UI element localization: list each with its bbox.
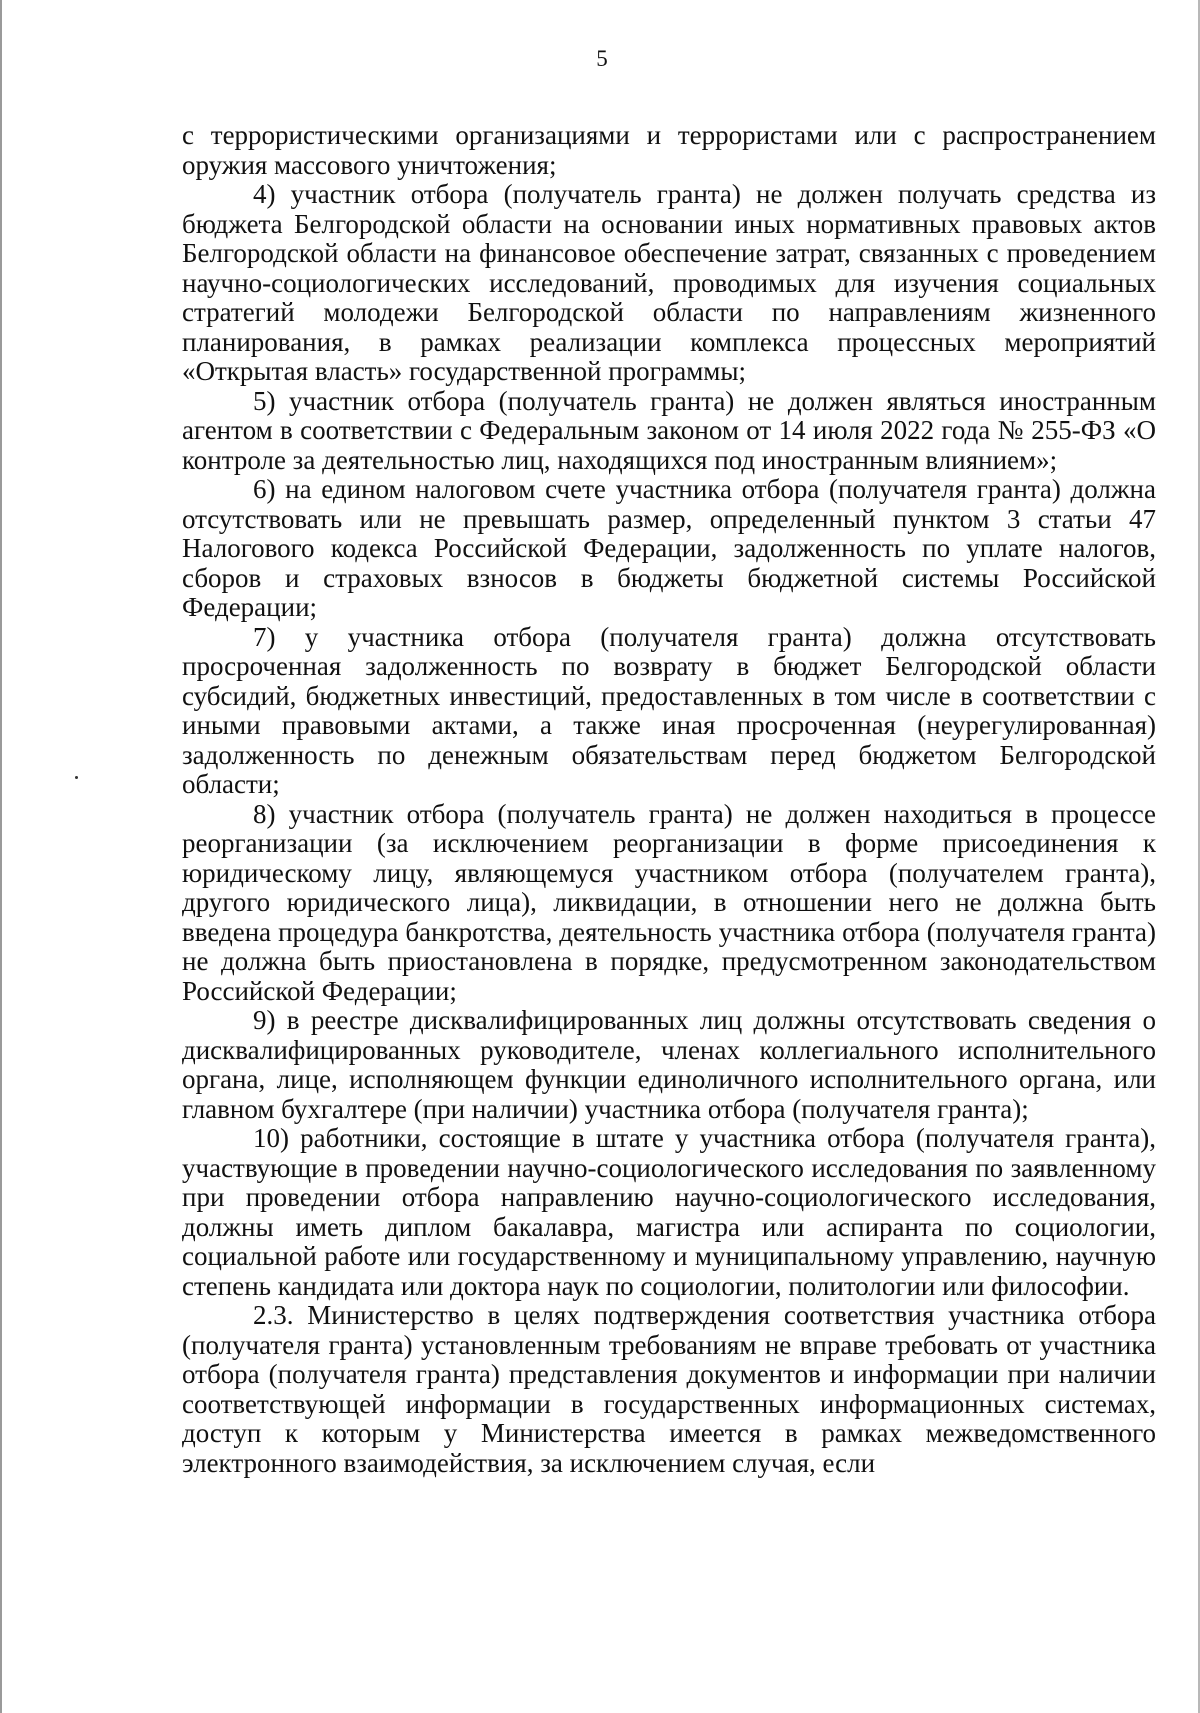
paragraph-section-2-3: 2.3. Министерство в целях подтверждения соответствия участника отбора (получателя гранта) установленным требованиям не вправе требовать от участника отбора (получателя гранта) представления документов и информации при наличии соответствующей информации в государственных информационных системах, доступ к которым у Министерства имеется в рамках межведомственного электронного взаимодействия, за исключением случая, если [182,1300,1156,1478]
paragraph-continuation: с террористическими организациями и террористами или с распространением оружия массового уничтожения; [182,120,1156,180]
paragraph-item-9: 9) в реестре дисквалифицированных лиц должны отсутствовать сведения о дисквалифицированных руководителе, членах коллегиального исполнительного органа, лице, исполняющем функции единоличного исполнительного органа, или главном бухгалтере (при наличии) участника отбора (получателя гранта); [182,1005,1156,1124]
paragraph-item-6: 6) на едином налоговом счете участника отбора (получателя гранта) должна отсутствовать или не превышать размер, определенный пунктом 3 статьи 47 Налогового кодекса Российской Федерации, задолженность по уплате налогов, сборов и страховых взносов в бюджеты бюджетной системы Российской Федерации; [182,474,1156,622]
scan-speck [75,776,78,779]
paragraph-item-7: 7) у участника отбора (получателя гранта) должна отсутствовать просроченная задолженность по возврату в бюджет Белгородской области субсидий, бюджетных инвестиций, предоставленных в том числе в соответствии с иными правовыми актами, а также иная просроченная (неурегулированная) задолженность по денежным обязательствам перед бюджетом Белгородской области; [182,621,1156,799]
paragraph-item-10: 10) работники, состоящие в штате у участника отбора (получателя гранта), участвующие в проведении научно-социологического исследования по заявленному при проведении отбора направлению научно-социологического исследования, должны иметь диплом бакалавра, магистра или аспиранта по социологии, социальной работе или государственному и муниципальному управлению, научную степень кандидата или доктора наук по социологии, политологии или философии. [182,1123,1156,1301]
paragraph-item-5: 5) участник отбора (получатель гранта) не должен являться иностранным агентом в соответствии с Федеральным законом от 14 июля 2022 года № 255-ФЗ «О контроле за деятельностью лиц, находящихся под иностранным влиянием»; [182,385,1156,475]
paragraph-item-8: 8) участник отбора (получатель гранта) не должен находиться в процессе реорганизации (за исключением реорганизации в форме присоединения к юридическому лицу, являющемуся участником отбора (получателем гранта), другого юридического лица), ликвидации, в отношении него не должна быть введена процедура банкротства, деятельность участника отбора (получателя гранта) не должна быть приостановлена в порядке, предусмотренном законодательством Российской Федерации; [182,798,1156,1006]
paragraph-item-4: 4) участник отбора (получатель гранта) не должен получать средства из бюджета Белгородской области на основании иных нормативных правовых актов Белгородской области на финансовое обеспечение затрат, связанных с проведением научно-социологических исследований, проводимых для изучения социальных стратегий молодежи Белгородской области по направлениям жизненного планирования, в рамках реализации комплекса процессных мероприятий «Открытая власть» государственной программы; [182,179,1156,386]
document-body [182,121,1156,1478]
page-number: 5 [596,46,608,71]
